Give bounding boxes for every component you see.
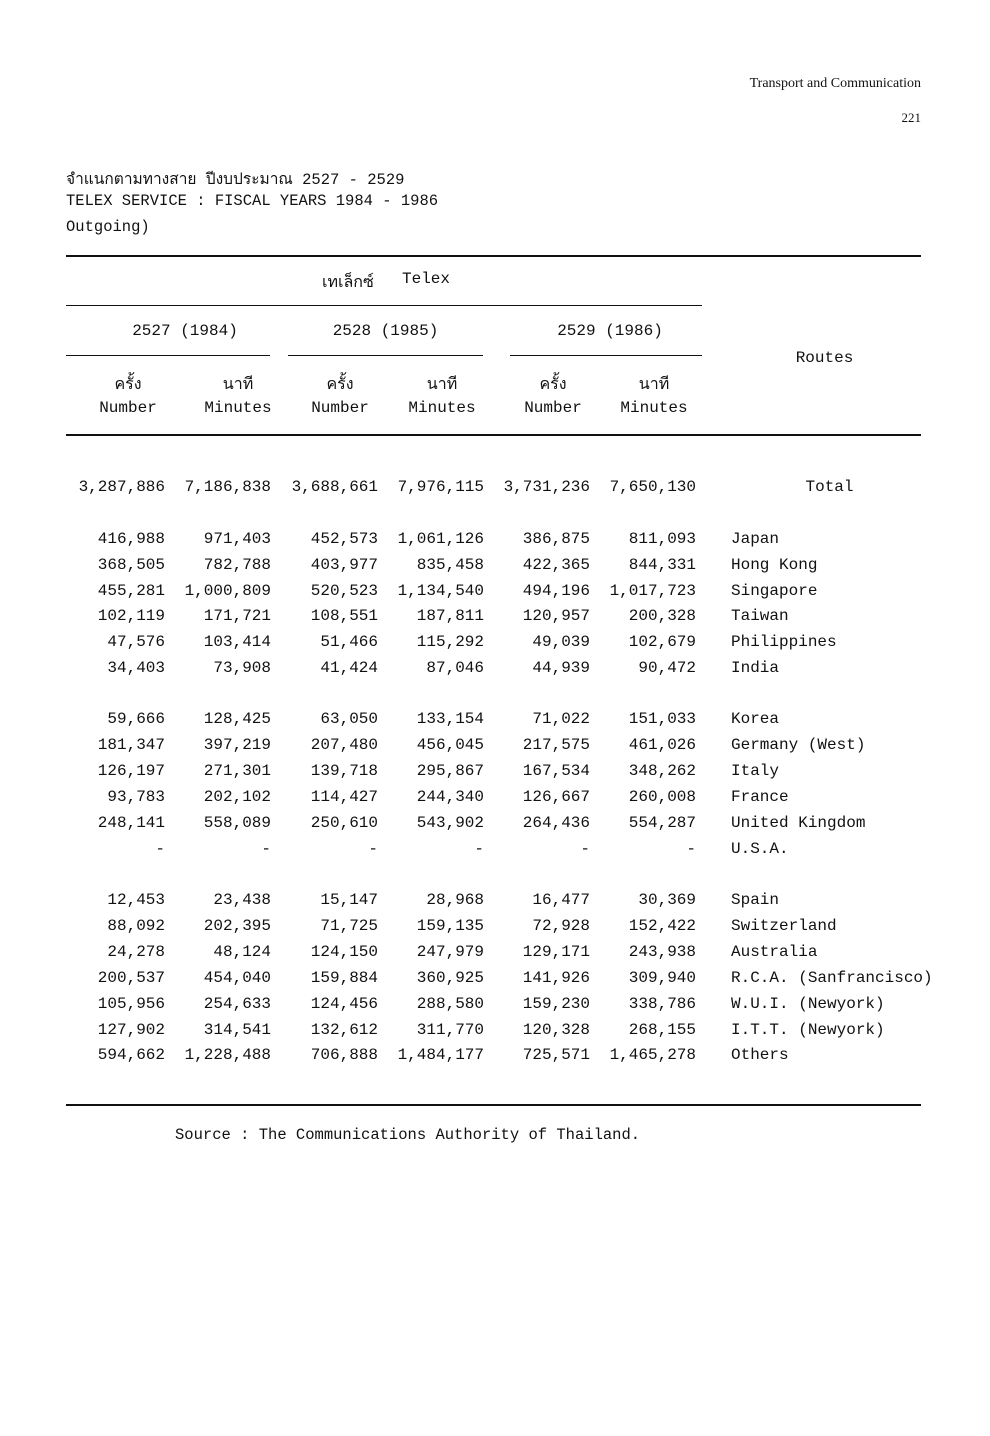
table-cell: 87,046 <box>426 659 484 677</box>
title-subtitle: Outgoing) <box>66 218 150 236</box>
table-cell: 103,414 <box>203 633 271 651</box>
table-cell: 139,718 <box>310 762 378 780</box>
table-cell: 159,884 <box>310 969 378 987</box>
table-cell: 311,770 <box>416 1021 484 1039</box>
table-cell: 88,092 <box>107 917 165 935</box>
table-cell: 835,458 <box>416 556 484 574</box>
table-cell: 295,867 <box>416 762 484 780</box>
table-cell: 114,427 <box>310 788 378 806</box>
table-cell: 520,523 <box>310 582 378 600</box>
table-cell: 41,424 <box>320 659 378 677</box>
table-cell: 16,477 <box>532 891 590 909</box>
table-bottom-rule <box>66 1104 921 1106</box>
table-cell: 217,575 <box>522 736 590 754</box>
table-cell: 71,725 <box>320 917 378 935</box>
table-cell: 200,537 <box>97 969 165 987</box>
table-cell: 543,902 <box>416 814 484 832</box>
table-cell: 1,000,809 <box>184 582 271 600</box>
year-rule-1985 <box>288 355 483 356</box>
table-cell: 1,484,177 <box>397 1046 484 1064</box>
route-label: R.C.A. (Sanfrancisco) <box>731 969 933 987</box>
table-cell: 124,456 <box>310 995 378 1013</box>
table-cell: 167,534 <box>522 762 590 780</box>
routes-header: Routes <box>795 349 854 367</box>
route-label: Philippines <box>731 633 837 651</box>
table-cell: 152,422 <box>628 917 696 935</box>
col-header-english: Number <box>311 399 369 417</box>
table-cell: 120,328 <box>522 1021 590 1039</box>
table-cell: - <box>474 840 484 858</box>
col-header-english: Minutes <box>204 399 272 417</box>
table-cell: 128,425 <box>203 710 271 728</box>
table-cell: 422,365 <box>522 556 590 574</box>
table-cell: 133,154 <box>416 710 484 728</box>
table-cell: 120,957 <box>522 607 590 625</box>
table-cell: - <box>686 840 696 858</box>
table-cell: 141,926 <box>522 969 590 987</box>
table-cell: - <box>580 840 590 858</box>
table-cell: 3,688,661 <box>291 478 378 496</box>
table-cell: - <box>261 840 271 858</box>
table-cell: 51,466 <box>320 633 378 651</box>
table-cell: 207,480 <box>310 736 378 754</box>
route-label: United Kingdom <box>731 814 866 832</box>
route-label: Japan <box>731 530 780 548</box>
table-cell: 971,403 <box>203 530 271 548</box>
route-label: Italy <box>731 762 780 780</box>
table-cell: 171,721 <box>203 607 271 625</box>
table-cell: 126,197 <box>97 762 165 780</box>
col-header-english: Minutes <box>408 399 476 417</box>
col-header-english: Number <box>524 399 582 417</box>
table-cell: 558,089 <box>203 814 271 832</box>
table-cell: 102,119 <box>97 607 165 625</box>
table-cell: 243,938 <box>628 943 696 961</box>
route-label: France <box>731 788 789 806</box>
table-cell: 47,576 <box>107 633 165 651</box>
title-english: TELEX SERVICE : FISCAL YEARS 1984 - 1986 <box>66 192 439 210</box>
table-cell: 360,925 <box>416 969 484 987</box>
table-cell: 3,731,236 <box>503 478 590 496</box>
route-label: Spain <box>731 891 780 909</box>
year-rule-1984 <box>66 355 270 356</box>
year-header-1984: 2527 (1984) <box>132 322 238 340</box>
table-cell: 250,610 <box>310 814 378 832</box>
table-cell: 725,571 <box>522 1046 590 1064</box>
route-label: Australia <box>731 943 818 961</box>
table-cell: 48,124 <box>213 943 271 961</box>
col-header-thai: ครั้ง <box>326 376 354 394</box>
table-cell: 202,395 <box>203 917 271 935</box>
table-cell: 93,783 <box>107 788 165 806</box>
table-cell: 1,228,488 <box>184 1046 271 1064</box>
table-cell: 494,196 <box>522 582 590 600</box>
table-cell: 132,612 <box>310 1021 378 1039</box>
table-cell: 456,045 <box>416 736 484 754</box>
table-cell: 811,093 <box>628 530 696 548</box>
col-header-thai: ครั้ง <box>539 376 567 394</box>
table-cell: 368,505 <box>97 556 165 574</box>
table-cell: 28,968 <box>426 891 484 909</box>
table-cell: 151,033 <box>628 710 696 728</box>
table-cell: 129,171 <box>522 943 590 961</box>
table-cell: 181,347 <box>97 736 165 754</box>
table-cell: 461,026 <box>628 736 696 754</box>
table-cell: 288,580 <box>416 995 484 1013</box>
route-label: Korea <box>731 710 780 728</box>
table-cell: 403,977 <box>310 556 378 574</box>
table-cell: 105,956 <box>97 995 165 1013</box>
table-cell: - <box>368 840 378 858</box>
table-cell: 706,888 <box>310 1046 378 1064</box>
table-cell: 127,902 <box>97 1021 165 1039</box>
route-label: W.U.I. (Newyork) <box>731 995 885 1013</box>
table-cell: 126,667 <box>522 788 590 806</box>
table-cell: 73,908 <box>213 659 271 677</box>
table-cell: 102,679 <box>628 633 696 651</box>
group-header-rule <box>66 305 702 306</box>
table-cell: 115,292 <box>416 633 484 651</box>
table-cell: 23,438 <box>213 891 271 909</box>
table-cell: 397,219 <box>203 736 271 754</box>
table-cell: 844,331 <box>628 556 696 574</box>
running-head: Transport and Communication <box>749 76 921 91</box>
route-label: Taiwan <box>731 607 789 625</box>
table-cell: 416,988 <box>97 530 165 548</box>
table-cell: 314,541 <box>203 1021 271 1039</box>
table-cell: 200,328 <box>628 607 696 625</box>
table-cell: 1,061,126 <box>397 530 484 548</box>
table-cell: 7,186,838 <box>184 478 271 496</box>
route-label: U.S.A. <box>731 840 789 858</box>
table-cell: 248,141 <box>97 814 165 832</box>
table-cell: 455,281 <box>97 582 165 600</box>
table-cell: 124,150 <box>310 943 378 961</box>
table-cell: 7,976,115 <box>397 478 484 496</box>
page-number: 221 <box>901 110 921 125</box>
table-cell: 782,788 <box>203 556 271 574</box>
route-label: Hong Kong <box>731 556 818 574</box>
route-label: Total <box>805 478 854 496</box>
table-cell: 260,008 <box>628 788 696 806</box>
col-header-thai: นาที <box>638 376 670 394</box>
table-cell: 1,465,278 <box>609 1046 696 1064</box>
table-cell: 187,811 <box>416 607 484 625</box>
table-cell: 202,102 <box>203 788 271 806</box>
table-cell: 44,939 <box>532 659 590 677</box>
table-cell: 452,573 <box>310 530 378 548</box>
table-cell: 7,650,130 <box>609 478 696 496</box>
group-header-english: Telex <box>402 270 451 288</box>
route-label: I.T.T. (Newyork) <box>731 1021 885 1039</box>
table-cell: 108,551 <box>310 607 378 625</box>
route-label: Switzerland <box>731 917 837 935</box>
year-header-1986: 2529 (1986) <box>557 322 663 340</box>
col-header-thai: นาที <box>222 376 254 394</box>
table-top-rule <box>66 255 921 257</box>
table-cell: 268,155 <box>628 1021 696 1039</box>
table-cell: 71,022 <box>532 710 590 728</box>
col-header-thai: ครั้ง <box>114 376 142 394</box>
table-cell: 24,278 <box>107 943 165 961</box>
table-cell: 159,230 <box>522 995 590 1013</box>
table-cell: 1,017,723 <box>609 582 696 600</box>
table-cell: 338,786 <box>628 995 696 1013</box>
table-cell: 12,453 <box>107 891 165 909</box>
table-cell: 30,369 <box>638 891 696 909</box>
header-bottom-rule <box>66 434 921 436</box>
year-header-1985: 2528 (1985) <box>332 322 439 340</box>
route-label: Others <box>731 1046 789 1064</box>
table-cell: 49,039 <box>532 633 590 651</box>
table-cell: 244,340 <box>416 788 484 806</box>
table-cell: 247,979 <box>416 943 484 961</box>
table-cell: 254,633 <box>203 995 271 1013</box>
group-header-thai: เทเล็กซ์ <box>322 274 374 292</box>
table-cell: 72,928 <box>532 917 590 935</box>
table-cell: 1,134,540 <box>397 582 484 600</box>
table-cell: 159,135 <box>416 917 484 935</box>
col-header-thai: นาที <box>426 376 458 394</box>
table-cell: - <box>155 840 165 858</box>
table-cell: 34,403 <box>107 659 165 677</box>
table-cell: 3,287,886 <box>78 478 165 496</box>
table-cell: 90,472 <box>638 659 696 677</box>
table-cell: 15,147 <box>320 891 378 909</box>
route-label: Germany (West) <box>731 736 866 754</box>
table-cell: 554,287 <box>628 814 696 832</box>
table-cell: 309,940 <box>628 969 696 987</box>
title-thai: จำแนกตามทางสาย ปีงบประมาณ 2527 - 2529 <box>66 171 405 189</box>
year-rule-1986 <box>510 355 702 356</box>
route-label: Singapore <box>731 582 818 600</box>
table-cell: 594,662 <box>97 1046 165 1064</box>
table-cell: 63,050 <box>320 710 378 728</box>
col-header-english: Minutes <box>620 399 688 417</box>
table-cell: 386,875 <box>522 530 590 548</box>
col-header-english: Number <box>99 399 157 417</box>
route-label: India <box>731 659 780 677</box>
table-cell: 59,666 <box>107 710 165 728</box>
source-note: Source : The Communications Authority of Thailand. <box>175 1126 641 1144</box>
table-cell: 348,262 <box>628 762 696 780</box>
table-cell: 454,040 <box>203 969 271 987</box>
table-cell: 264,436 <box>522 814 590 832</box>
table-cell: 271,301 <box>203 762 271 780</box>
